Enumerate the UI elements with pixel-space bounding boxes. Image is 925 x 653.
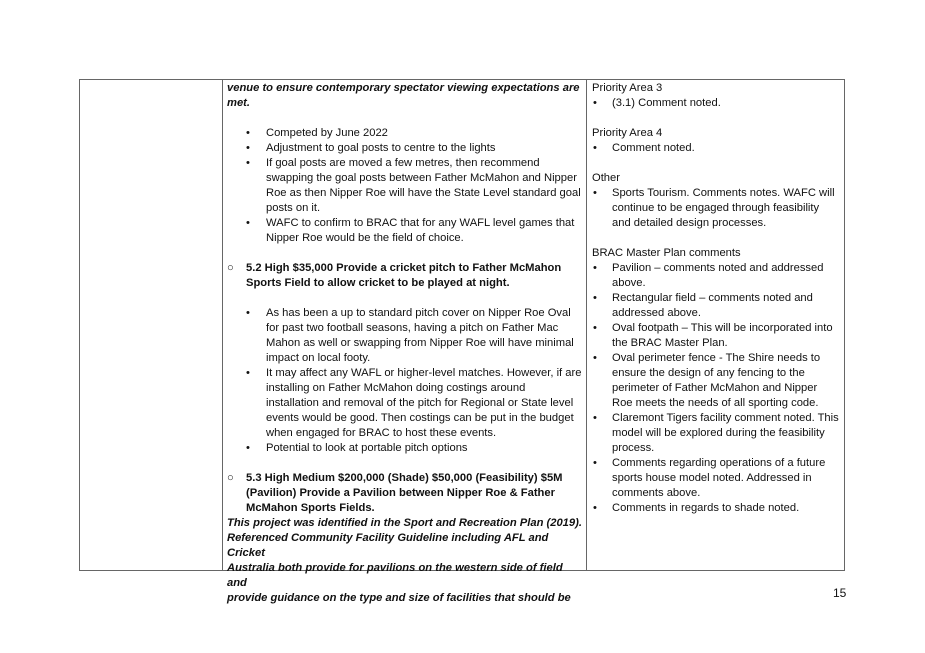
bullet-icon: •: [246, 142, 250, 154]
bullet-icon: •: [593, 97, 597, 109]
list-item-line: Oval perimeter fence - The Shire needs to: [612, 352, 821, 364]
list-item-line: Claremont Tigers facility comment noted. This: [612, 412, 839, 424]
bullet-icon: •: [246, 367, 250, 379]
list-item-line: and detailed design processes.: [612, 217, 767, 229]
list-item-line: Oval footpath – This will be incorporated into: [612, 322, 833, 334]
list-item: [592, 321, 844, 351]
bullet-list-cricket-pitch: [227, 306, 583, 456]
list-item: [227, 366, 583, 441]
priority-area-3-heading: Priority Area 3: [592, 82, 663, 94]
item-5-3: ○ 5.3 High Medium $200,000 (Shade) $50,000 (Feasibility) $5M (Pavilion) Provide a Pavilion between Nipper Roe & Father McMahon Sports Fields.: [227, 472, 563, 514]
list-item-line: process.: [612, 442, 655, 454]
list-item-line: Adjustment to goal posts to centre to the lights: [266, 142, 496, 154]
bullet-icon: •: [246, 217, 250, 229]
bullet-icon: •: [593, 262, 597, 274]
brac-master-plan-heading: BRAC Master Plan comments: [592, 247, 741, 259]
column-divider-1: [222, 80, 223, 570]
list-item-line: If goal posts are moved a few metres, then recommend: [266, 157, 540, 169]
list-item: [592, 351, 844, 411]
bullet-icon: •: [593, 502, 597, 514]
circle-bullet-icon: ○: [227, 262, 234, 274]
list-item-line: Rectangular field – comments noted and: [612, 292, 813, 304]
list-item-line: Potential to look at portable pitch options: [266, 442, 468, 454]
priority-area-4-heading: Priority Area 4: [592, 127, 663, 139]
priority-area-3-list: [592, 96, 844, 111]
list-item-line: Mahon as well or swapping from Nipper Roe will have minimal: [266, 337, 574, 349]
item-5-2: ○ 5.2 High $35,000 Provide a cricket pitch to Father McMahon Sports Field to allow cricket to be played at night.: [227, 262, 562, 289]
list-item-line: posts on it.: [266, 202, 321, 214]
list-item: [227, 156, 583, 216]
list-item: [592, 291, 844, 321]
list-item: [227, 126, 583, 141]
list-item-line: Competed by June 2022: [266, 127, 388, 139]
list-item-line: the BRAC Master Plan.: [612, 337, 728, 349]
brac-master-plan-list: [592, 261, 844, 516]
bullet-list-goal-posts: [227, 126, 583, 246]
bullet-icon: •: [593, 187, 597, 199]
list-item-line: for past two football seasons, having a pitch on Father Mac: [266, 322, 559, 334]
list-item-line: above.: [612, 277, 646, 289]
bullet-icon: •: [593, 142, 597, 154]
list-item: [227, 306, 583, 366]
bullet-icon: •: [246, 442, 250, 454]
list-item: [592, 141, 844, 156]
bullet-icon: •: [246, 157, 250, 169]
list-item-line: perimeter of Father McMahon and Nipper: [612, 382, 818, 394]
list-item-line: Nipper Roe would be the field of choice.: [266, 232, 464, 244]
list-item: [592, 261, 844, 291]
list-item: [227, 216, 583, 246]
other-heading: Other: [592, 172, 620, 184]
bullet-icon: •: [246, 127, 250, 139]
other-list: [592, 186, 844, 231]
list-item-line: when engaged for BRAC to host these events.: [266, 427, 497, 439]
page-number: 15: [833, 586, 847, 600]
list-item-line: events would be good. Then costings can be put in the budget: [266, 412, 574, 424]
bullet-icon: •: [593, 412, 597, 424]
list-item-line: installation and removal of the pitch for Regional or State level: [266, 397, 574, 409]
bullet-icon: •: [246, 307, 250, 319]
bullet-icon: •: [593, 292, 597, 304]
list-item-line: ensure the design of any fencing to the: [612, 367, 805, 379]
shire-response-column: [592, 81, 844, 516]
list-item-line: comments above.: [612, 487, 701, 499]
intro-text: venue to ensure contemporary spectator viewing expectations are met.: [227, 82, 580, 109]
list-item: [592, 456, 844, 501]
list-item-line: Sports Tourism. Comments notes. WAFC will: [612, 187, 835, 199]
list-item-line: addressed above.: [612, 307, 701, 319]
list-item-line: Comments in regards to shade noted.: [612, 502, 800, 514]
closing-text: This project was identified in the Sport and Recreation Plan (2019). Referenced Community Facility Guideline including AFL and Cricket Australia both provide for pavilions on the western side of field and provide guidance on the type and size of facilities that should be: [227, 517, 582, 604]
column-divider-2: [586, 80, 587, 570]
list-item-line: installing on Father McMahon doing costings around: [266, 382, 526, 394]
list-item-line: impact on local footy.: [266, 352, 371, 364]
list-item-line: swapping the goal posts between Father McMahon and Nipper: [266, 172, 577, 184]
list-item: [592, 501, 844, 516]
list-item-line: As has been a up to standard pitch cover on Nipper Roe Oval: [266, 307, 571, 319]
bullet-icon: •: [593, 352, 597, 364]
list-item-line: It may affect any WAFL or higher-level matches. However, if are: [266, 367, 582, 379]
list-item: [227, 141, 583, 156]
list-item-line: Roe meets the needs of all sporting code.: [612, 397, 819, 409]
list-item-line: continue to be engaged through feasibility: [612, 202, 820, 214]
list-item-line: Pavilion – comments noted and addressed: [612, 262, 824, 274]
list-item-line: Roe as then Nipper Roe will have the State Level standard goal: [266, 187, 581, 199]
response-column: [227, 81, 583, 606]
list-item: [592, 411, 844, 456]
circle-bullet-icon: ○: [227, 472, 234, 484]
list-item-line: Comments regarding operations of a future: [612, 457, 826, 469]
list-item-line: model will be explored during the feasibility: [612, 427, 825, 439]
list-item-line: (3.1) Comment noted.: [612, 97, 721, 109]
list-item: [227, 441, 583, 456]
bullet-icon: •: [593, 457, 597, 469]
priority-area-4-list: [592, 141, 844, 156]
list-item-line: Comment noted.: [612, 142, 695, 154]
bullet-icon: •: [593, 322, 597, 334]
list-item-line: WAFC to confirm to BRAC that for any WAFL level games that: [266, 217, 575, 229]
list-item: [592, 96, 844, 111]
list-item: [592, 186, 844, 231]
list-item-line: sports house model noted. Addressed in: [612, 472, 812, 484]
